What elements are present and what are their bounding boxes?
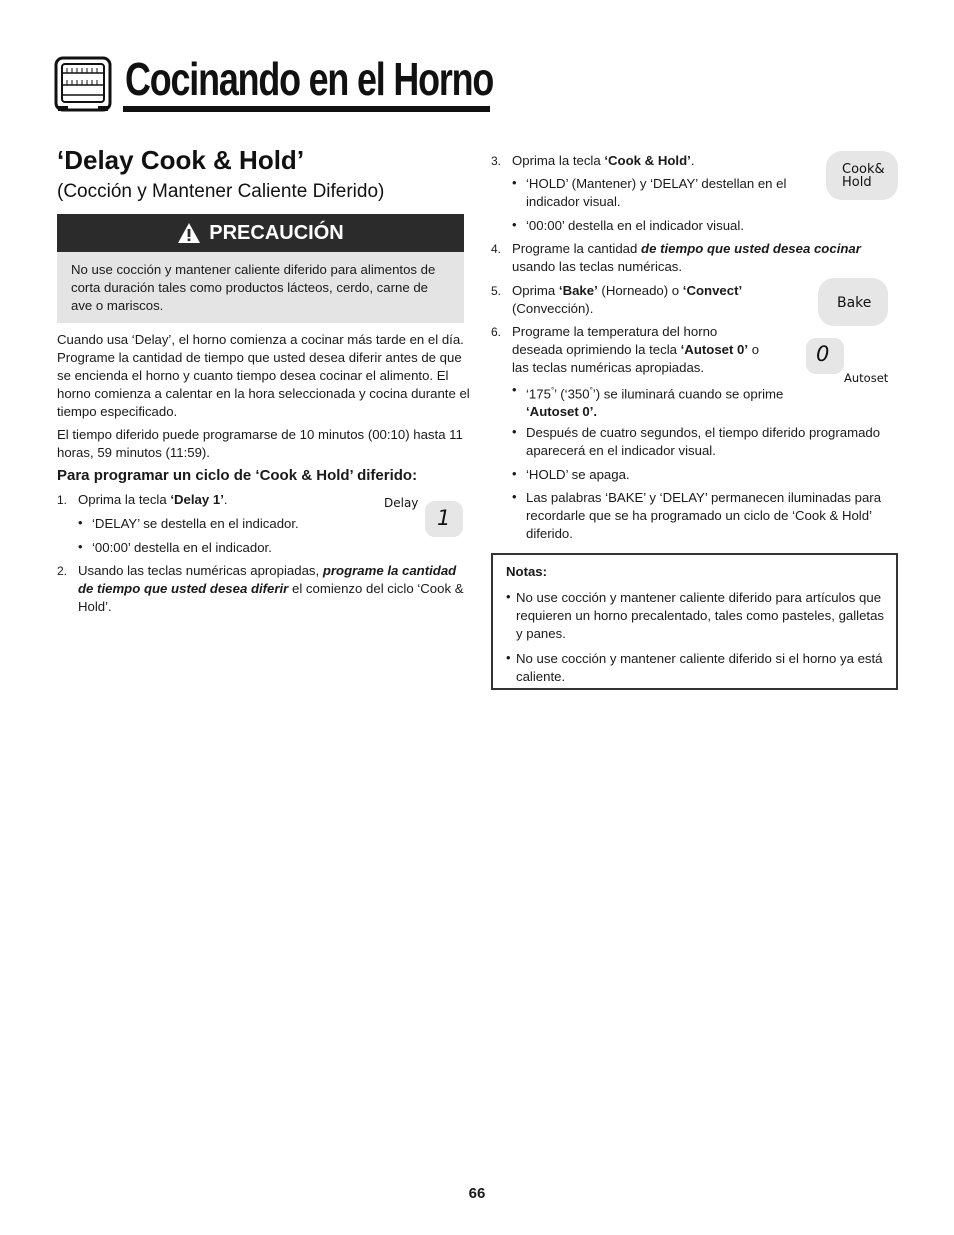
caution-text: No use cocción y mantener caliente diferido para alimentos de corta duración tales como productos lácteos, cerdo, carne de ave o mariscos. bbox=[57, 252, 464, 323]
step-number: 5. bbox=[491, 284, 502, 298]
step-1-bullet: ‘00:00’ destella en el indicador. bbox=[92, 540, 272, 555]
steps-heading: Para programar un ciclo de ‘Cook & Hold’ diferido: bbox=[57, 467, 418, 484]
cook-hold-key[interactable] bbox=[826, 151, 898, 200]
bullet: • bbox=[78, 539, 83, 554]
bake-key-label: Bake bbox=[837, 295, 872, 311]
intro-paragraph: El tiempo diferido puede programarse de 10 minutos (00:10) hasta 11 horas, 59 minutos (11:59). bbox=[57, 427, 463, 460]
step-3: Oprima la tecla ‘Cook & Hold’. bbox=[512, 153, 695, 168]
step-3-bullet: ‘00:00’ destella en el indicador visual. bbox=[526, 218, 744, 233]
intro-paragraph: Cuando usa ‘Delay’, el horno comienza a cocinar más tarde en el día. Programe la cantidad de tiempo que usted desea diferir antes de que se encienda el horno y cuanto tiempo desea cocinar el alimento. El horno comienza a calentar en la hora seleccionada y cocina durante el tiempo especificado. bbox=[57, 332, 470, 419]
step-6-bullet: Después de cuatro segundos, el tiempo diferido programado aparecerá en el indicador visual. bbox=[526, 425, 881, 458]
bullet: • bbox=[512, 466, 517, 481]
step-2: Usando las teclas numéricas apropiadas, programe la cantidad de tiempo que usted desea diferir el comienzo del ciclo ‘Cook & Hold’. bbox=[78, 563, 464, 614]
caution-header bbox=[57, 214, 464, 252]
caution-label: PRECAUCIÓN bbox=[209, 221, 344, 244]
step-1: Oprima la tecla ‘Delay 1’. bbox=[78, 492, 228, 507]
bullet: • bbox=[512, 489, 517, 504]
notes-box bbox=[491, 553, 898, 690]
step-6-bullet: ‘HOLD’ se apaga. bbox=[526, 467, 630, 482]
step-1-bullet: ‘DELAY’ se destella en el indicador. bbox=[92, 516, 299, 531]
bullet: • bbox=[512, 382, 517, 397]
header-rule bbox=[123, 106, 490, 112]
oven-icon bbox=[54, 56, 112, 114]
step-4: Programe la cantidad de tiempo que usted desea cocinar usando las teclas numéricas. bbox=[512, 241, 861, 274]
step-number: 6. bbox=[491, 325, 502, 339]
warning-icon bbox=[177, 222, 201, 244]
section-title: ‘Delay Cook & Hold’ bbox=[57, 145, 305, 175]
bullet: • bbox=[506, 589, 511, 604]
bullet: • bbox=[512, 217, 517, 232]
step-3-bullet: ‘HOLD’ (Mantener) y ‘DELAY’ destellan en el indicador visual. bbox=[526, 176, 787, 209]
bullet: • bbox=[512, 424, 517, 439]
step-6-bullet: Las palabras ‘BAKE’ y ‘DELAY’ permanecen iluminadas para recordarle que se ha programado un ciclo de ‘Cook & Hold’ diferido. bbox=[526, 490, 882, 541]
section-subtitle: (Cocción y Mantener Caliente Diferido) bbox=[57, 181, 385, 202]
page-header-title: Cocinando en el Horno bbox=[125, 53, 494, 105]
step-6: Programe la temperatura del horno deseada oprimiendo la tecla ‘Autoset 0’ o las teclas numéricas apropiadas. bbox=[512, 324, 760, 375]
bullet: • bbox=[506, 650, 511, 665]
step-number: 1. bbox=[57, 493, 68, 507]
autoset-key-label: Autoset bbox=[844, 371, 889, 385]
autoset-key[interactable] bbox=[806, 338, 844, 374]
step-number: 2. bbox=[57, 564, 68, 578]
note-item: No use cocción y mantener caliente diferido si el horno ya está caliente. bbox=[516, 651, 883, 684]
note-item: No use cocción y mantener caliente diferido para artículos que requieren un horno precalentado, tales como pasteles, galletas y panes. bbox=[516, 590, 885, 641]
bullet: • bbox=[78, 515, 83, 530]
delay-key-label: Delay bbox=[384, 496, 419, 510]
step-5: Oprima ‘Bake’ (Horneado) o ‘Convect’ (Convección). bbox=[512, 283, 743, 316]
caution-box bbox=[57, 214, 464, 323]
step-6-bullet: ‘175°’ (‘350°’) se iluminará cuando se oprime ‘Autoset 0’. bbox=[526, 386, 784, 420]
step-number: 4. bbox=[491, 242, 502, 256]
notes-title: Notas: bbox=[506, 564, 548, 579]
cook-hold-key-label: Hold bbox=[842, 175, 872, 190]
bullet: • bbox=[512, 175, 517, 190]
step-number: 3. bbox=[491, 154, 502, 168]
delay-key[interactable] bbox=[425, 501, 463, 537]
bake-key[interactable] bbox=[818, 278, 888, 326]
autoset-key-digit: 0 bbox=[816, 342, 830, 366]
delay-key-digit: 1 bbox=[437, 506, 451, 530]
cook-hold-key-label: Cook& bbox=[842, 162, 885, 177]
page-number: 66 bbox=[468, 1185, 486, 1202]
